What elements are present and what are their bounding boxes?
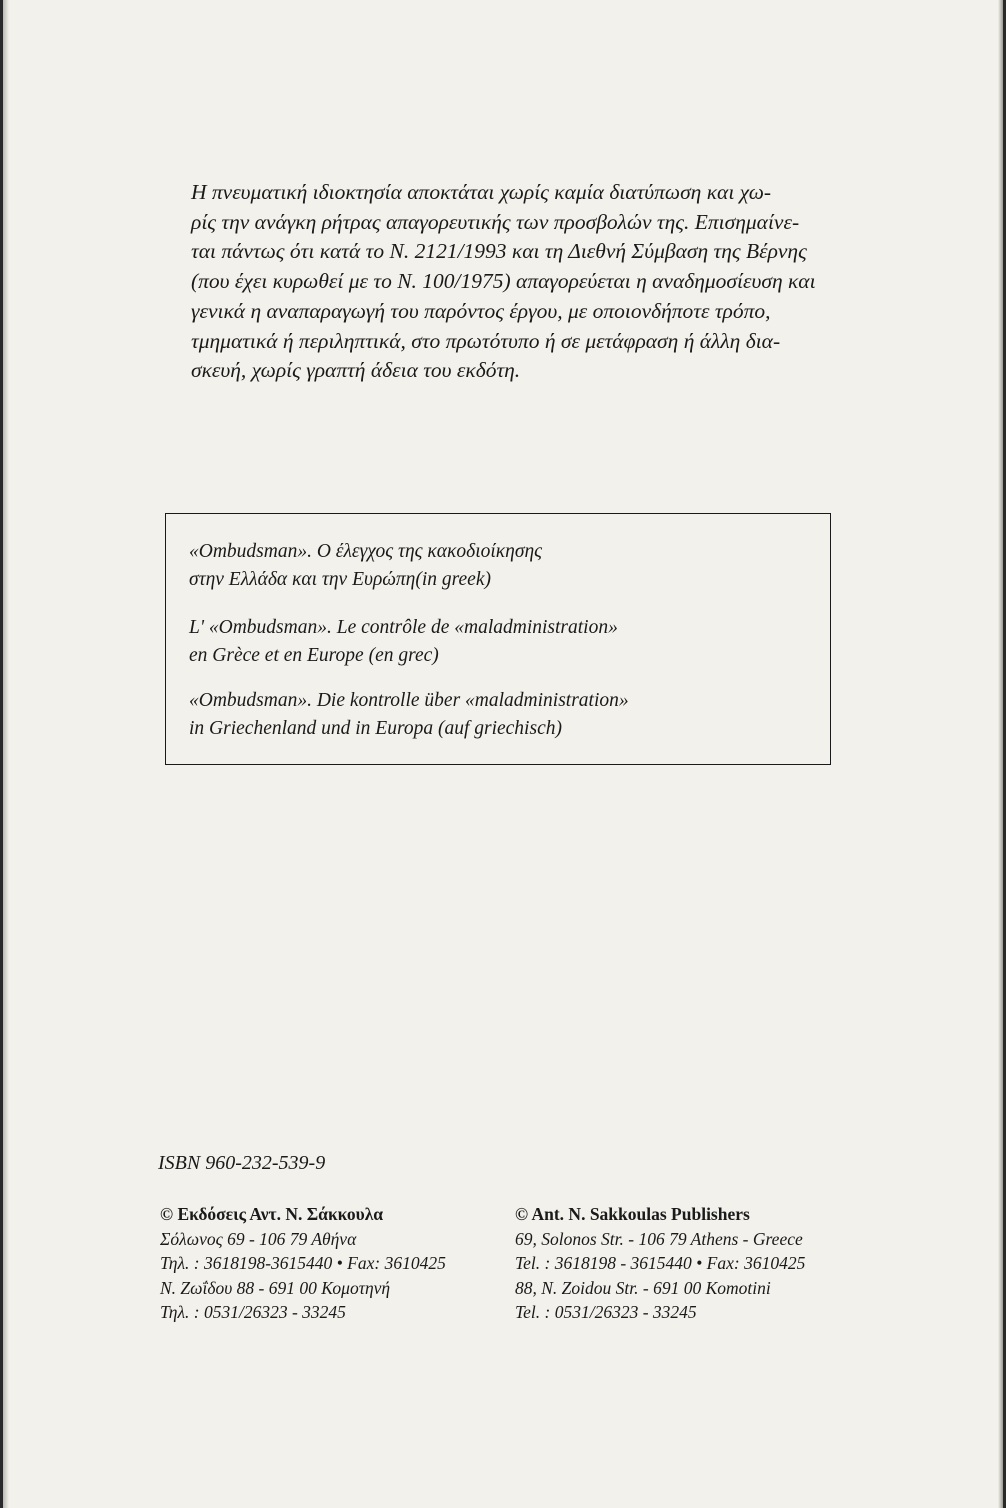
title-greek-line2: στην Ελλάδα και την Ευρώπη(in greek)	[189, 569, 491, 590]
copyright-line: ρίς την ανάγκη ρήτρας απαγορευτικής των προσβολών της. Επισημαίνε-	[191, 209, 800, 234]
titles-box	[165, 513, 831, 765]
copyright-notice	[191, 178, 837, 386]
publisher-greek-address1: Σόλωνος 69 - 106 79 Αθήνα	[160, 1228, 357, 1249]
publisher-greek-name: © Εκδόσεις Αντ. Ν. Σάκκουλα	[160, 1204, 384, 1224]
publisher-english-phone1: Tel. : 3618198 - 3615440 • Fax: 3610425	[515, 1253, 806, 1273]
publisher-english-address1: 69, Solonos Str. - 106 79 Athens - Greece	[515, 1228, 803, 1249]
publisher-english-name: © Ant. N. Sakkoulas Publishers	[515, 1204, 750, 1224]
publisher-greek-phone2: Τηλ. : 0531/26323 - 33245	[160, 1302, 346, 1322]
publisher-greek-address2: Ν. Ζωΐδου 88 - 691 00 Κομοτηνή	[160, 1277, 391, 1298]
publisher-english	[515, 1202, 805, 1325]
copyright-line: (που έχει κυρωθεί με το Ν. 100/1975) απαγορεύεται η αναδημοσίευση και	[191, 269, 816, 294]
book-page	[3, 0, 1003, 1508]
title-german-line2: in Griechenland und in Europa (auf griechisch)	[189, 718, 562, 739]
copyright-line: Η πνευματική ιδιοκτησία αποκτάται χωρίς καμία διατύπωση και χω-	[191, 180, 772, 204]
publisher-english-address2: 88, N. Zoidou Str. - 691 00 Komotini	[515, 1277, 771, 1298]
copyright-line: τμηματικά ή περιληπτικά, στο πρωτότυπο ή σε μετάφραση ή άλλη δια-	[191, 328, 781, 353]
title-french-line2: en Grèce et en Europe (en grec)	[189, 645, 439, 666]
title-french	[189, 614, 618, 670]
title-greek-line1: «Ombudsman». Ο έλεγχος της κακοδιοίκησης	[189, 541, 543, 562]
page-edge-shadow	[998, 0, 1003, 1508]
title-german	[189, 687, 629, 743]
publisher-english-phone2: Tel. : 0531/26323 - 33245	[515, 1302, 697, 1322]
publisher-greek	[160, 1202, 446, 1325]
copyright-line: γενικά η αναπαραγωγή του παρόντος έργου, με οποιονδήποτε τρόπο,	[191, 298, 771, 323]
title-greek	[189, 538, 542, 594]
title-german-line1: «Ombudsman». Die kontrolle über «maladministration»	[189, 690, 629, 711]
isbn: ISBN 960-232-539-9	[158, 1152, 326, 1174]
copyright-line: ται πάντως ότι κατά το Ν. 2121/1993 και τη Διεθνή Σύμβαση της Βέρνης	[191, 239, 807, 264]
copyright-line: σκευή, χωρίς γραπτή άδεια του εκδότη.	[191, 358, 521, 383]
title-french-line1: L' «Ombudsman». Le contrôle de «maladministration»	[189, 617, 618, 638]
page-gutter-shadow	[3, 0, 9, 1508]
publisher-greek-phone1: Τηλ. : 3618198-3615440 • Fax: 3610425	[160, 1253, 446, 1273]
